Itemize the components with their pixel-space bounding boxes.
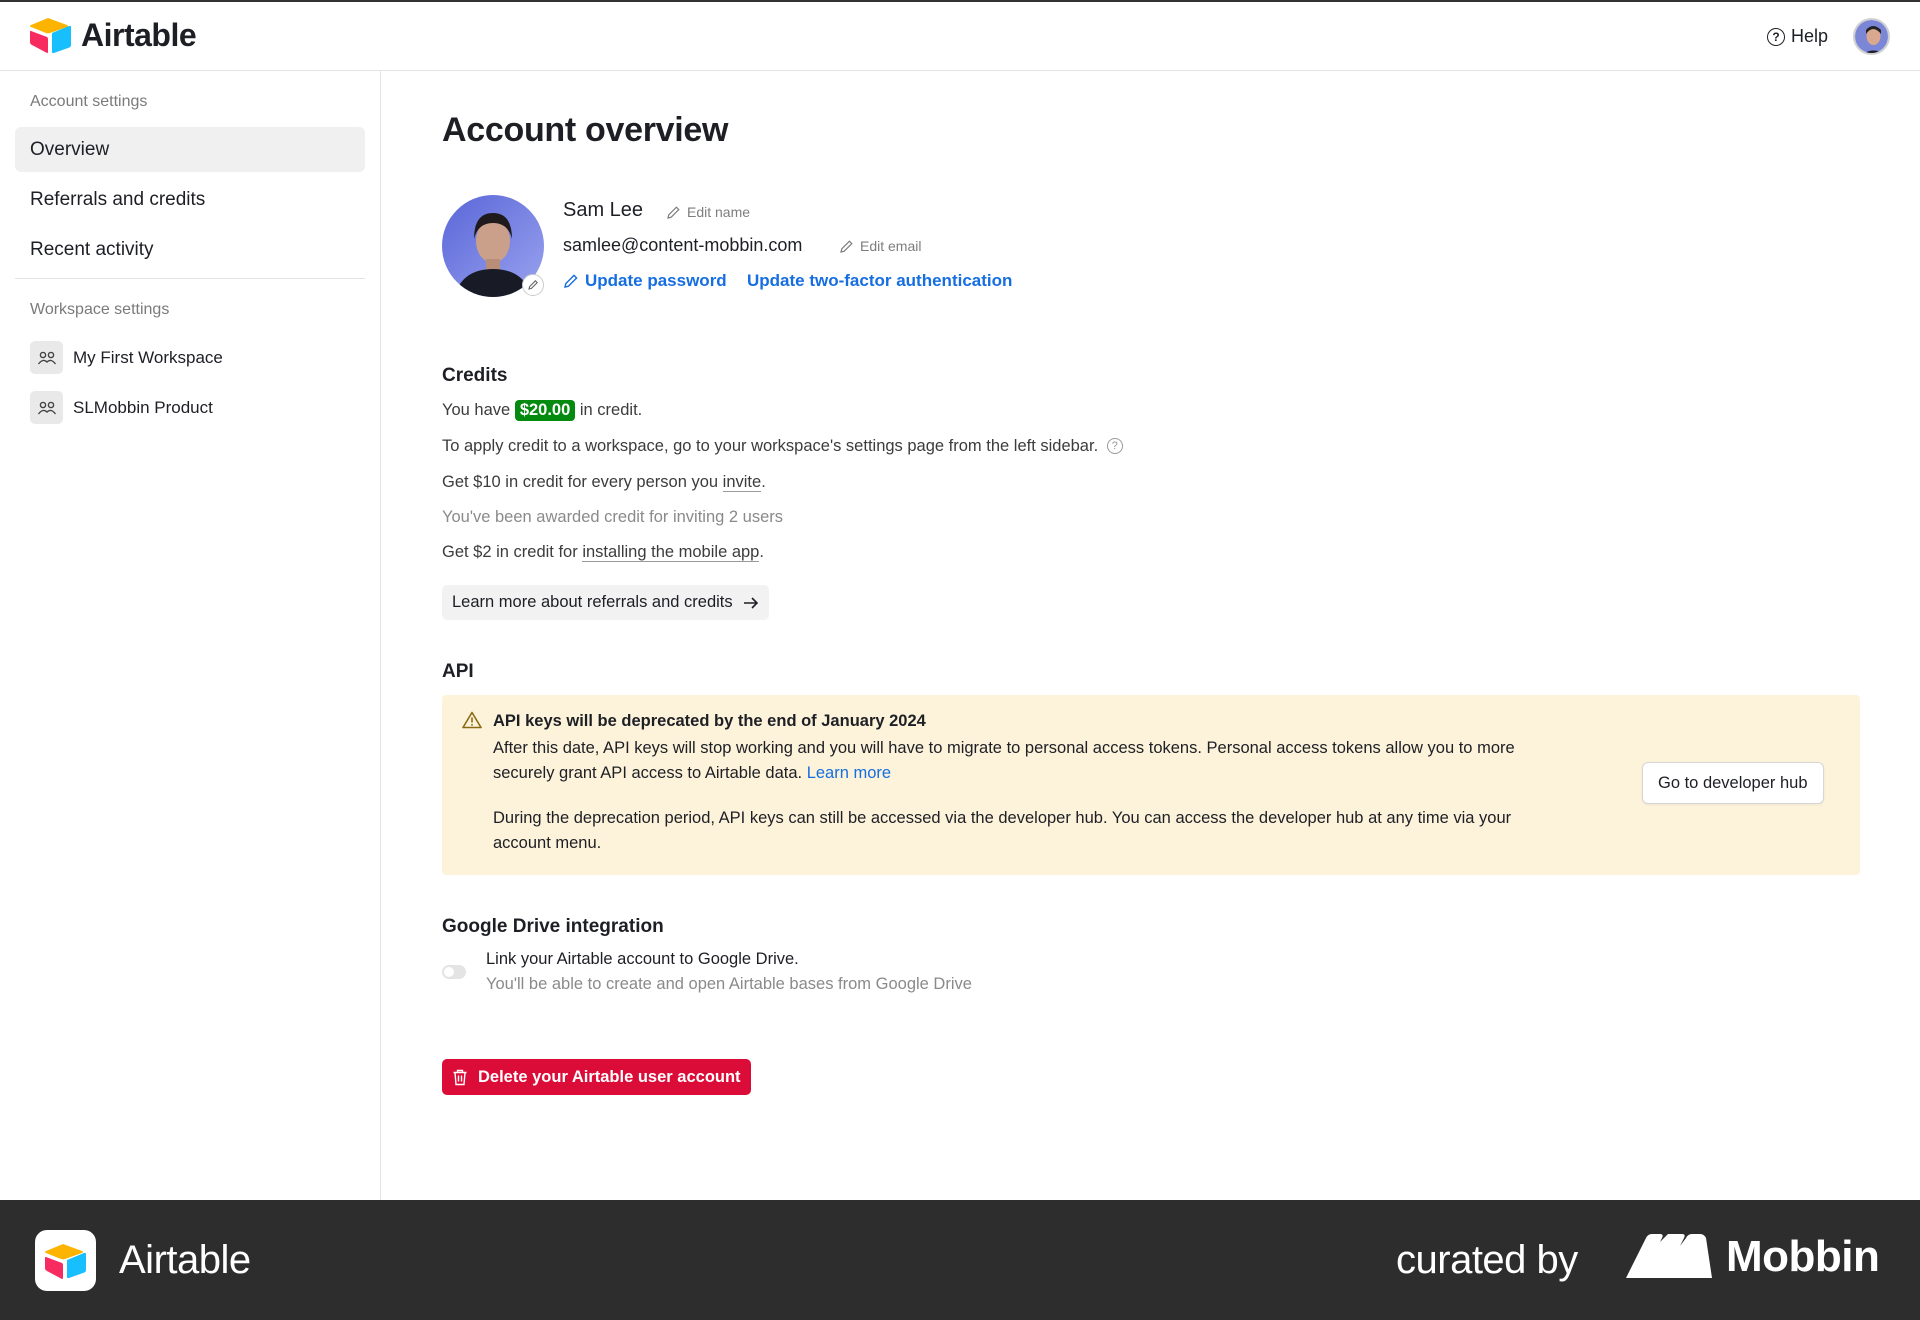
arrow-right-icon	[743, 596, 759, 610]
footer-curated-by: curated by	[1396, 1238, 1578, 1282]
info-icon[interactable]: ?	[1107, 438, 1123, 454]
mobile-suffix: .	[759, 543, 764, 561]
help-label: Help	[1791, 26, 1829, 46]
help-button[interactable]	[1767, 26, 1828, 47]
sidebar-item-referrals[interactable]	[15, 177, 365, 222]
invite-credit-line	[442, 473, 766, 492]
mobbin-logo-icon	[1626, 1234, 1712, 1280]
airtable-logo[interactable]	[29, 16, 196, 54]
airtable-app-icon	[35, 1230, 96, 1291]
apply-credit-line	[442, 437, 1123, 456]
sidebar-item-recent-activity[interactable]	[15, 227, 365, 272]
edit-name-button[interactable]	[666, 204, 750, 220]
pencil-icon	[563, 273, 579, 289]
delete-account-label: Delete your Airtable user account	[478, 1067, 741, 1086]
warning-icon	[462, 711, 482, 729]
top-bar	[0, 0, 1920, 71]
google-drive-section-title: Google Drive integration	[442, 916, 664, 937]
update-2fa-label: Update two-factor authentication	[747, 271, 1013, 290]
invite-prefix: Get $10 in credit for every person you	[442, 473, 719, 491]
apply-credit-text: To apply credit to a workspace, go to your workspace's settings page from the left sidebar.	[442, 437, 1099, 455]
api-deprecation-banner	[442, 695, 1860, 875]
go-to-developer-hub-button[interactable]: Go to developer hub	[1642, 762, 1824, 804]
update-2fa-link[interactable]	[747, 271, 1012, 291]
delete-account-button[interactable]	[442, 1059, 751, 1095]
airtable-logo-icon	[44, 1241, 88, 1281]
avatar-image	[1855, 20, 1890, 55]
google-drive-toggle[interactable]	[442, 965, 466, 979]
learn-more-referrals-button[interactable]	[442, 585, 769, 620]
update-password-link[interactable]	[563, 271, 727, 291]
account-settings-heading: Account settings	[30, 93, 148, 110]
credit-suffix: in credit.	[579, 401, 643, 419]
mobbin-logo	[1626, 1232, 1879, 1282]
pencil-icon	[839, 239, 854, 254]
mobbin-wordmark: Mobbin	[1726, 1232, 1880, 1281]
edit-email-button[interactable]	[839, 238, 921, 254]
avatar-edit-button[interactable]	[522, 274, 544, 296]
api-banner-paragraph-2: During the deprecation period, API keys can still be accessed via the developer hub. You can access the developer hub at any time via your account menu.	[493, 809, 1512, 852]
google-drive-link-text: Link your Airtable account to Google Drive.	[486, 950, 799, 968]
page-title: Account overview	[442, 111, 729, 149]
credits-section-title: Credits	[442, 365, 508, 386]
pencil-icon	[666, 205, 681, 220]
api-banner-paragraph-1	[493, 736, 1573, 786]
user-name: Sam Lee	[563, 199, 644, 221]
invite-suffix: .	[761, 473, 766, 491]
edit-email-label: Edit email	[860, 238, 922, 254]
pencil-icon	[527, 279, 539, 291]
credit-balance-line	[442, 400, 642, 421]
invite-link[interactable]: invite	[722, 473, 762, 491]
sidebar-workspace-slmobbin-product[interactable]	[30, 391, 213, 424]
user-email: samlee@content-mobbin.com	[563, 235, 803, 255]
google-drive-sub-text: You'll be able to create and open Airtable bases from Google Drive	[486, 975, 972, 993]
help-icon: ?	[1767, 28, 1785, 46]
footer-banner	[0, 1200, 1920, 1320]
api-section-title: API	[442, 661, 474, 682]
airtable-logo-icon	[29, 16, 73, 54]
credit-prefix: You have	[442, 401, 511, 419]
mobile-prefix: Get $2 in credit for	[442, 543, 578, 561]
workspace-label: SLMobbin Product	[73, 397, 213, 417]
sidebar-item-label: Overview	[30, 138, 110, 160]
api-banner-text-1: After this date, API keys will stop working and you will have to migrate to personal access tokens. Personal access tokens allow you to more securely grant API access to Airtable data.	[493, 739, 1515, 782]
api-banner-title: API keys will be deprecated by the end of January 2024	[493, 712, 926, 730]
install-mobile-app-link[interactable]: installing the mobile app	[582, 543, 760, 561]
workspace-settings-heading: Workspace settings	[30, 301, 170, 318]
awarded-credit-line: You've been awarded credit for inviting 2 users	[442, 508, 783, 526]
trash-icon	[452, 1069, 468, 1086]
brand-name: Airtable	[81, 16, 197, 53]
user-avatar[interactable]	[1853, 18, 1890, 55]
sidebar-item-label: Referrals and credits	[30, 188, 206, 210]
sidebar-divider	[15, 278, 365, 279]
update-password-label: Update password	[585, 271, 727, 290]
workspace-label: My First Workspace	[73, 347, 223, 367]
footer-app-name: Airtable	[119, 1238, 251, 1282]
sidebar-item-overview[interactable]	[15, 127, 365, 172]
learn-more-label: Learn more about referrals and credits	[452, 593, 733, 611]
users-icon	[30, 341, 63, 374]
users-icon	[30, 391, 63, 424]
sidebar-item-label: Recent activity	[30, 238, 154, 260]
api-learn-more-link[interactable]: Learn more	[806, 764, 892, 782]
credit-amount-badge: $20.00	[515, 400, 575, 421]
sidebar	[0, 71, 381, 1200]
sidebar-workspace-my-first-workspace[interactable]	[30, 341, 223, 374]
mobile-credit-line	[442, 543, 764, 562]
edit-name-label: Edit name	[687, 204, 751, 220]
